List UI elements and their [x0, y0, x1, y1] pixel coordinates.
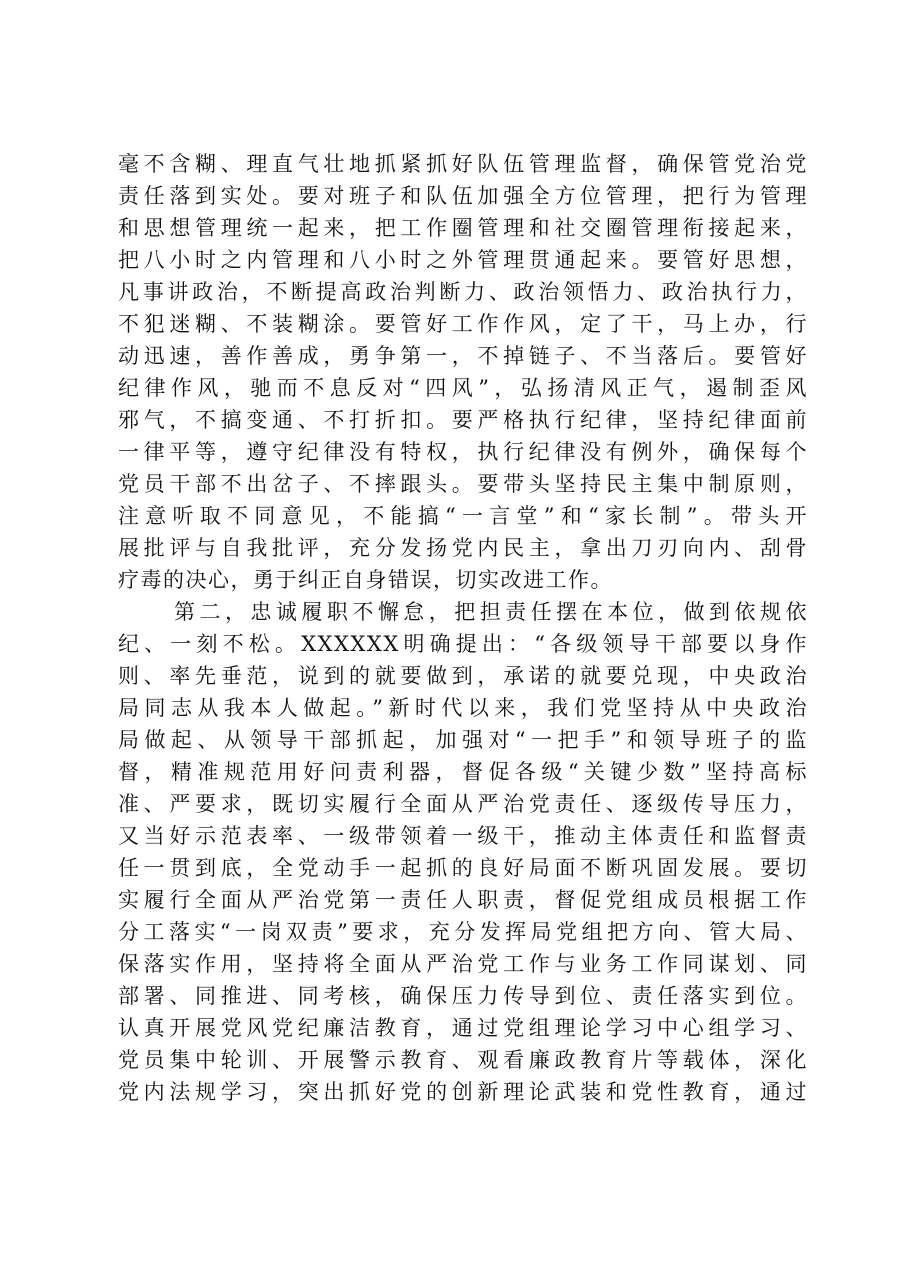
text-line: 则、率先垂范，说到的就要做到，承诺的就要兑现，中央政治 [118, 664, 808, 688]
paragraph-end-line: 疗毒的决心，勇于纠正自身错误，切实改进工作。 [118, 568, 613, 592]
text-line: 不犯迷糊、不装糊涂。要管好工作作风，定了干，马上办，行 [118, 312, 808, 336]
text-line: 又当好示范表率、一级带领着一级干，推动主体责任和监督责 [118, 824, 808, 848]
text-line: 党内法规学习，突出抓好党的创新理论武装和党性教育，通过 [118, 1080, 808, 1104]
text-line: 和思想管理统一起来，把工作圈管理和社交圈管理衔接起来， [118, 216, 808, 240]
text-line: 任一贯到底，全党动手一起抓的良好局面不断巩固发展。要切 [118, 856, 808, 880]
text-line: 分工落实“一岗双责”要求，充分发挥局党组把方向、管大局、 [118, 920, 808, 944]
text-line: 部署、同推进、同考核，确保压力传导到位、责任落实到位。 [118, 984, 808, 1008]
text-line: 实履行全面从严治党第一责任人职责，督促党组成员根据工作 [118, 888, 808, 912]
text-line: 邪气，不搞变通、不打折扣。要严格执行纪律，坚持纪律面前 [118, 408, 808, 432]
text-line: 督，精准规范用好问责利器，督促各级“关键少数”坚持高标 [118, 760, 808, 784]
text-line: 凡事讲政治，不断提高政治判断力、政治领悟力、政治执行力， [118, 280, 808, 304]
text-line: 纪、一刻不松。XXXXXX明确提出：“各级领导干部要以身作 [118, 632, 808, 656]
text-line: 注意听取不同意见，不能搞“一言堂”和“家长制”。带头开 [118, 504, 808, 528]
text-line: 纪律作风，驰而不息反对“四风”，弘扬清风正气，遏制歪风 [118, 376, 808, 400]
body-text [118, 148, 808, 1108]
text-line: 局做起、从领导干部抓起，加强对“一把手”和领导班子的监 [118, 728, 808, 752]
text-line: 保落实作用，坚持将全面从严治党工作与业务工作同谋划、同 [118, 952, 808, 976]
text-line: 一律平等，遵守纪律没有特权，执行纪律没有例外，确保每个 [118, 440, 808, 464]
text-line: 局同志从我本人做起。”新时代以来，我们党坚持从中央政治 [118, 696, 808, 720]
text-line: 党员干部不出岔子、不摔跟头。要带头坚持民主集中制原则， [118, 472, 808, 496]
text-line: 动迅速，善作善成，勇争第一，不掉链子、不当落后。要管好 [118, 344, 808, 368]
paragraph-start-line: 第二，忠诚履职不懈怠，把担责任摆在本位，做到依规依 [174, 600, 808, 624]
text-line: 认真开展党风党纪廉洁教育，通过党组理论学习中心组学习、 [118, 1016, 808, 1040]
text-line: 毫不含糊、理直气壮地抓紧抓好队伍管理监督，确保管党治党 [118, 152, 808, 176]
text-line: 展批评与自我批评，充分发扬党内民主，拿出刀刃向内、刮骨 [118, 536, 808, 560]
text-line: 把八小时之内管理和八小时之外管理贯通起来。要管好思想， [118, 248, 808, 272]
text-line: 党员集中轮训、开展警示教育、观看廉政教育片等载体，深化 [118, 1048, 808, 1072]
text-line: 准、严要求，既切实履行全面从严治党责任、逐级传导压力， [118, 792, 808, 816]
text-line: 责任落到实处。要对班子和队伍加强全方位管理，把行为管理 [118, 184, 808, 208]
